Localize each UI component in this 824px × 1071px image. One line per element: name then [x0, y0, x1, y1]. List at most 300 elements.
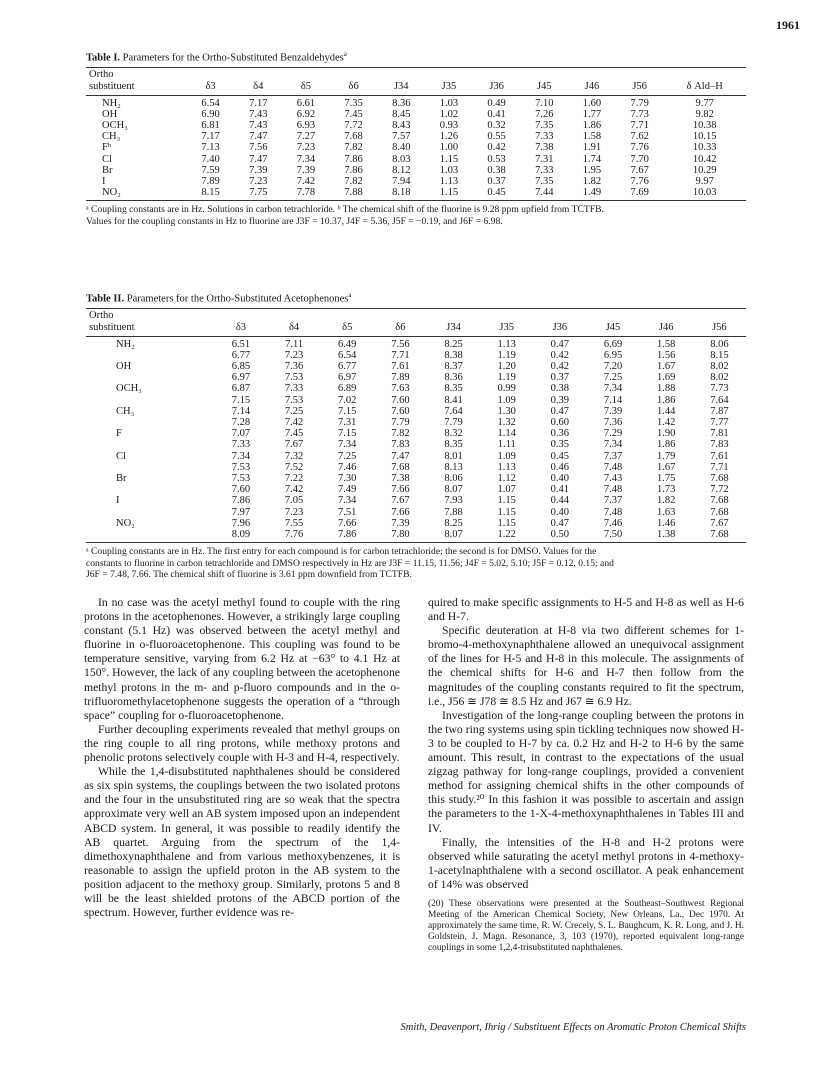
table-row [86, 154, 746, 165]
value-cell: 7.48 [603, 461, 623, 473]
value-cell: 7.33 [231, 439, 251, 451]
table-row [86, 131, 746, 142]
table-row [86, 350, 746, 361]
value-cell: 7.38 [391, 472, 410, 484]
value-cell: 0.42 [550, 349, 570, 361]
substituent-cell: Br [102, 164, 113, 176]
value-cell: 7.80 [374, 529, 427, 543]
value-cell: 8.09 [214, 529, 267, 543]
value-cell: 7.33 [535, 164, 554, 176]
value-cell: 7.52 [284, 461, 304, 473]
table-row [86, 462, 746, 473]
value-cell: 7.23 [249, 175, 268, 187]
value-cell: 1.15 [439, 153, 459, 165]
value-cell: 7.07 [231, 428, 251, 440]
value-cell: 7.15 [338, 428, 357, 440]
table-row [86, 361, 746, 372]
value-cell: 6.51 [231, 338, 251, 350]
value-cell: 0.50 [533, 529, 586, 543]
value-cell: 7.49 [338, 484, 357, 496]
column-header: δ Ald–H [663, 81, 746, 96]
value-cell: 7.32 [284, 450, 304, 462]
value-cell: 1.90 [656, 428, 676, 440]
value-cell: 7.62 [630, 131, 649, 143]
value-cell: 7.47 [249, 131, 268, 143]
value-cell: 1.73 [656, 484, 676, 496]
substituent-cell: Cl [116, 450, 126, 462]
value-cell: 7.68 [344, 131, 363, 143]
paragraph: Investigation of the long-range coupling between the protons in the two ring systems using spin tickling techniques now showed H-3 to be coupled to H-7 by ca. 0.2 Hz and H-2 to H-6 by the same amount. This result, in contrast to the expectations of the usual zigzag pathway for long-range couplings, provided a convenient method for assigning chemical shifts in the other compounds of this study.²⁰ In this fashion it was possible to ascertain and assign the parameters to the 1-X-4-methoxynaphthalenes in Tables III and IV. [428, 708, 744, 835]
value-cell: 1.13 [497, 338, 516, 350]
paragraph: quired to make specific assignments to H-5 and H-8 as well as H-6 and H-7. [428, 596, 744, 624]
value-cell: 6.92 [296, 108, 316, 120]
value-cell: 1.11 [497, 439, 516, 451]
value-cell: 1.09 [497, 394, 516, 406]
value-cell: 8.01 [444, 450, 463, 462]
value-cell: 9.82 [695, 108, 714, 120]
value-cell: 7.67 [391, 495, 410, 507]
table-row [86, 507, 746, 518]
value-cell: 1.49 [568, 187, 616, 201]
value-cell: 1.75 [656, 472, 676, 484]
substituent-cell: NH₂ [102, 97, 121, 109]
value-cell: 10.42 [692, 153, 717, 165]
value-cell: 7.11 [285, 338, 304, 350]
substituent-cell: I [116, 495, 120, 507]
table-2-footnote-line: J6F = 7.48, 7.66. The chemical shift of fluorine is 3.61 ppm downfield from TCTFB. [86, 569, 412, 581]
value-cell: 7.73 [710, 383, 729, 395]
value-cell: 7.42 [296, 175, 316, 187]
column-header: δ4 [234, 81, 282, 96]
value-cell: 7.13 [201, 142, 220, 154]
value-cell: 7.35 [535, 175, 554, 187]
value-cell: 10.38 [692, 119, 717, 131]
value-cell: 7.67 [630, 164, 649, 176]
value-cell: 7.68 [710, 495, 729, 507]
value-cell: 0.37 [487, 175, 506, 187]
value-cell: 7.79 [391, 416, 410, 428]
value-cell: 1.56 [656, 349, 676, 361]
value-cell: 1.15 [497, 506, 516, 518]
value-cell: 0.47 [550, 517, 570, 529]
value-cell: 7.39 [249, 164, 268, 176]
value-cell: 7.71 [391, 349, 410, 361]
column-header: δ3 [187, 81, 235, 96]
value-cell: 7.57 [392, 131, 411, 143]
value-cell: 7.46 [603, 517, 623, 529]
value-cell: 1.86 [582, 119, 602, 131]
value-cell: 7.56 [249, 142, 268, 154]
value-cell: 7.63 [391, 383, 410, 395]
value-cell: 0.38 [550, 383, 570, 395]
value-cell: 7.68 [710, 506, 729, 518]
value-cell: 7.35 [535, 119, 554, 131]
value-cell: 1.02 [439, 108, 459, 120]
value-cell: 7.46 [338, 461, 357, 473]
value-cell: 7.26 [535, 108, 554, 120]
table-row [86, 473, 746, 484]
value-cell: 6.54 [201, 97, 220, 109]
table-row [86, 142, 746, 153]
value-cell: 1.20 [497, 360, 516, 372]
value-cell: 1.19 [497, 349, 516, 361]
table-row [86, 406, 746, 417]
value-cell: 8.15 [710, 349, 729, 361]
value-cell: 1.15 [497, 517, 516, 529]
value-cell: 7.83 [710, 439, 729, 451]
value-cell: 6.77 [338, 360, 357, 372]
value-cell: 7.88 [444, 506, 463, 518]
table-row [86, 495, 746, 506]
paragraph: In no case was the acetyl methyl found to couple with the ring protons in the acetophenones. However, a strikingly large coupling constant (5.1 Hz) was observed between the acetyl methyl and fluorine in o-fluoroacetophenone. This coupling was found to be temperature sensitive, varying from 6.2 Hz at −63° to 4.1 Hz at 150°. However, the lack of any coupling between the acetophenone methyl protons in the m- and p-fluoro compounds and in the o-trifluoromethylacetophenone suggests the operation of a “through space” coupling for o-fluoroacetophenone. [84, 596, 400, 722]
value-cell: 8.45 [392, 108, 411, 120]
value-cell: 7.51 [338, 506, 357, 518]
value-cell: 7.27 [296, 131, 316, 143]
value-cell: 9.77 [695, 97, 714, 109]
paragraph: Finally, the intensities of the H-8 and H-2 protons were observed while saturating the acetyl methyl protons in 4-methoxy-1-acetylnaphthalene with a second oscillator. A peak enhancement of 14% was observed [428, 835, 744, 891]
value-cell: 7.70 [630, 153, 649, 165]
column-header: δ5 [282, 81, 330, 96]
table-2-footnote-line: constants to fluorine in carbon tetrachloride and DMSO respectively in Hz are J3F = 11.15, 11.56; J4F = 5.02, 5.10; J5F = 0.12, 0.15; and [86, 557, 614, 569]
value-cell: 7.68 [710, 472, 729, 484]
table-1-footnote-line: ᵃ Coupling constants are in Hz. Solutions in carbon tetrachloride. ᵇ The chemical shift of the fluorine is 9.28 ppm upfield from TCTFB. [86, 204, 604, 216]
substituent-cell: NO₂ [86, 187, 187, 201]
value-cell: 0.60 [550, 416, 570, 428]
value-cell: 1.15 [425, 187, 473, 201]
substituent-cell [86, 395, 214, 406]
value-cell: 7.22 [284, 472, 304, 484]
value-cell: 6.97 [338, 372, 357, 384]
substituent-cell [86, 439, 214, 450]
value-cell: 7.76 [630, 142, 649, 154]
value-cell: 7.10 [535, 97, 554, 109]
table-2 [86, 291, 746, 581]
value-cell: 7.86 [344, 164, 363, 176]
table-row [86, 451, 746, 462]
substituent-cell: CH₃ [102, 131, 121, 143]
value-cell: 8.35 [444, 383, 463, 395]
value-cell: 1.67 [656, 360, 676, 372]
value-cell: 7.25 [603, 372, 623, 384]
value-cell: 7.75 [234, 187, 282, 201]
value-cell: 7.56 [391, 338, 410, 350]
value-cell: 7.82 [344, 142, 363, 154]
value-cell: 1.88 [656, 383, 676, 395]
value-cell: 7.45 [284, 428, 304, 440]
value-cell: 7.47 [391, 450, 410, 462]
header-ortho: Ortho [86, 308, 214, 322]
value-cell: 6.93 [296, 119, 316, 131]
value-cell: 8.13 [444, 461, 463, 473]
table-row [86, 120, 746, 131]
value-cell: 1.14 [497, 428, 516, 440]
value-cell: 1.60 [582, 97, 602, 109]
value-cell: 7.37 [603, 495, 623, 507]
value-cell: 0.41 [487, 108, 506, 120]
value-cell: 7.64 [444, 405, 463, 417]
value-cell: 7.81 [710, 428, 729, 440]
table-row [86, 484, 746, 495]
table-2-caption [86, 291, 746, 305]
value-cell: 0.38 [487, 164, 506, 176]
value-cell: 7.72 [710, 484, 729, 496]
table-1 [86, 50, 746, 227]
page-number: 1961 [776, 18, 800, 32]
value-cell: 7.82 [344, 175, 363, 187]
value-cell: 7.55 [284, 517, 304, 529]
value-cell: 7.86 [231, 495, 251, 507]
column-header: δ6 [374, 322, 427, 337]
value-cell: 7.31 [535, 153, 554, 165]
value-cell: 7.76 [268, 529, 321, 543]
value-cell: 8.07 [427, 529, 480, 543]
value-cell: 7.53 [284, 372, 304, 384]
value-cell: 1.77 [582, 108, 602, 120]
value-cell: 7.53 [231, 472, 251, 484]
substituent-cell: Cl [102, 153, 112, 165]
value-cell: 0.36 [550, 428, 570, 440]
value-cell: 7.79 [630, 97, 649, 109]
value-cell: 1.32 [497, 416, 516, 428]
value-cell: 1.46 [656, 517, 676, 529]
column-header: J36 [473, 81, 521, 96]
value-cell: 7.87 [710, 405, 729, 417]
substituent-cell: NO₂ [116, 517, 135, 529]
table-row [86, 95, 746, 109]
column-header: δ5 [321, 322, 374, 337]
value-cell: 7.34 [338, 439, 357, 451]
value-cell: 8.43 [392, 119, 411, 131]
value-cell: 8.35 [444, 439, 463, 451]
value-cell: 0.32 [487, 119, 506, 131]
value-cell: 1.86 [656, 439, 676, 451]
value-cell: 7.34 [603, 383, 623, 395]
value-cell: 1.30 [497, 405, 516, 417]
value-cell: 1.58 [656, 338, 676, 350]
value-cell: 0.49 [487, 97, 506, 109]
value-cell: 8.07 [444, 484, 463, 496]
table-1-label: Table I. [86, 52, 121, 64]
table-row [86, 529, 746, 543]
column-header: J46 [568, 81, 616, 96]
value-cell: 7.17 [249, 97, 268, 109]
table-1-footnote [86, 204, 746, 227]
value-cell: 7.94 [392, 175, 411, 187]
value-cell: 1.19 [497, 372, 516, 384]
value-cell: 6.95 [603, 349, 623, 361]
column-header: J45 [586, 322, 639, 337]
table-2-footnote-line: ᵃ Coupling constants are in Hz. The first entry for each compound is for carbon tetrachloride; the second is for DMSO. Values for the [86, 546, 597, 558]
value-cell: 1.74 [582, 153, 602, 165]
column-header: J35 [480, 322, 533, 337]
value-cell: 7.67 [284, 439, 304, 451]
value-cell: 10.33 [692, 142, 717, 154]
value-cell: 0.40 [550, 472, 570, 484]
value-cell: 1.67 [656, 461, 676, 473]
value-cell: 1.86 [656, 394, 676, 406]
value-cell: 7.79 [444, 416, 463, 428]
table-1-footnote-line: Values for the coupling constants in Hz to fluorine are J3F = 10.37, J4F = 5.36, J5F = −0.19, and J6F = 6.98. [86, 215, 503, 227]
value-cell: 7.34 [231, 450, 251, 462]
value-cell: 7.76 [630, 175, 649, 187]
value-cell: 7.33 [535, 131, 554, 143]
value-cell: 7.60 [391, 405, 410, 417]
value-cell: 7.73 [630, 108, 649, 120]
table-row [86, 395, 746, 406]
value-cell: 0.45 [473, 187, 521, 201]
value-cell: 7.50 [586, 529, 639, 543]
column-header: δ6 [330, 81, 378, 96]
value-cell: 7.25 [284, 405, 304, 417]
table-2-label: Table II. [86, 293, 125, 305]
value-cell: 0.93 [439, 119, 459, 131]
column-header: δ3 [214, 322, 267, 337]
substituent-cell: NH₂ [116, 338, 135, 350]
table-1-caption [86, 50, 746, 64]
value-cell: 7.77 [710, 416, 729, 428]
value-cell: 7.64 [710, 394, 729, 406]
value-cell: 7.43 [249, 119, 268, 131]
value-cell: 7.47 [249, 153, 268, 165]
value-cell: 0.47 [550, 405, 570, 417]
page-footer: Smith, Deavenport, Ihrig / Substituent Effects on Aromatic Proton Chemical Shifts [400, 1022, 746, 1033]
value-cell: 8.32 [444, 428, 463, 440]
value-cell: 0.44 [550, 495, 570, 507]
value-cell: 7.39 [603, 405, 623, 417]
value-cell: 1.00 [439, 142, 459, 154]
value-cell: 7.43 [249, 108, 268, 120]
value-cell: 7.82 [391, 428, 410, 440]
value-cell: 8.36 [392, 97, 411, 109]
value-cell: 1.44 [656, 405, 676, 417]
value-cell: 7.31 [338, 416, 357, 428]
value-cell: 1.07 [497, 484, 516, 496]
table-1-grid [86, 67, 746, 202]
value-cell: 7.86 [321, 529, 374, 543]
substituent-cell: Fᵇ [102, 142, 112, 154]
value-cell: 6.89 [338, 383, 357, 395]
value-cell: 1.03 [439, 97, 459, 109]
paragraph: While the 1,4-disubstituted naphthalenes should be considered as six spin systems, the couplings between the two isolated protons and the four in the unsubstituted ring are so weak that the spectra approximate very well an AB system imposed upon an independent ABCD system. In general, it was possible to readily identify the AB quartet. Arguing from the spectrum of the 1,4-dimethoxynaphthalene and from various methoxybenzenes, it is reasonable to assign the upfield proton in the AB system to the position adjacent to the methoxy group. Similarly, protons 5 and 8 will be the least shielded protons of the ABCD portion of the spectrum. However, further evidence was re- [84, 765, 400, 920]
substituent-cell: OCH₃ [102, 119, 128, 131]
column-header: J45 [520, 81, 568, 96]
value-cell: 1.63 [656, 506, 676, 518]
value-cell: 7.69 [616, 187, 664, 201]
value-cell: 0.53 [487, 153, 506, 165]
column-header: J56 [693, 322, 746, 337]
value-cell: 1.42 [656, 416, 676, 428]
value-cell: 7.67 [710, 517, 729, 529]
value-cell: 7.40 [201, 153, 220, 165]
value-cell: 7.68 [693, 529, 746, 543]
value-cell: 6.61 [296, 97, 316, 109]
value-cell: 0.46 [550, 461, 570, 473]
value-cell: 1.95 [582, 164, 602, 176]
left-column [84, 596, 400, 920]
paragraph: Specific deuteration at H-8 via two different schemes for 1-bromo-4-methoxynaphthalene allowed an unequivocal assignment of the lines for H-5 and H-8 in this molecule. The assignments of the chemical shifts for H-6 and H-7 then follow from the magnitudes of the coupling constants required to fit the spectrum, i.e., J56 ≅ J78 ≅ 8.5 Hz and J67 ≅ 6.9 Hz. [428, 624, 744, 708]
value-cell: 7.15 [338, 405, 357, 417]
value-cell: 1.03 [439, 164, 459, 176]
value-cell: 7.68 [391, 461, 410, 473]
value-cell: 7.78 [282, 187, 330, 201]
table-row [86, 109, 746, 120]
value-cell: 7.14 [603, 394, 623, 406]
table-row [86, 372, 746, 383]
column-header: substituent [86, 322, 214, 337]
value-cell: 0.47 [550, 338, 570, 350]
value-cell: 7.93 [444, 495, 463, 507]
value-cell: 1.09 [497, 450, 516, 462]
table-row [86, 165, 746, 176]
value-cell: 7.29 [603, 428, 623, 440]
value-cell: 7.23 [284, 349, 304, 361]
substituent-cell: Br [116, 472, 127, 484]
value-cell: 7.72 [344, 119, 363, 131]
table-row [86, 518, 746, 529]
value-cell: 7.96 [231, 517, 251, 529]
value-cell: 6.69 [603, 338, 623, 350]
value-cell: 7.33 [284, 383, 304, 395]
value-cell: 7.17 [201, 131, 220, 143]
value-cell: 0.37 [550, 372, 570, 384]
table-row [86, 176, 746, 187]
value-cell: 8.40 [392, 142, 411, 154]
table-1-title: Parameters for the Ortho-Substituted Benzaldehydes [122, 52, 344, 64]
value-cell: 8.25 [444, 338, 463, 350]
table-row [86, 428, 746, 439]
value-cell: 0.39 [550, 394, 570, 406]
value-cell: 7.45 [344, 108, 363, 120]
value-cell: 7.20 [603, 360, 623, 372]
value-cell: 1.58 [582, 131, 602, 143]
value-cell: 7.53 [231, 461, 251, 473]
value-cell: 8.12 [392, 164, 411, 176]
right-column [428, 596, 744, 954]
value-cell: 7.42 [284, 484, 304, 496]
value-cell: 8.37 [444, 360, 463, 372]
value-cell: 10.03 [663, 187, 746, 201]
value-cell: 7.59 [201, 164, 220, 176]
reference-20: (20) These observations were presented at the Southeast–Southwest Regional Meeting of the American Chemical Society, New Orleans, La., Dec 1970. At approximately the same time, R. W. Crecely, S. L. Baughcum, K. R. Long, and J. H. Goldstein, J. Magn. Resonance, 3, 103 (1970), reported equivalent long-range couplings in some 1,2,4-trisubstituted naphthalenes. [428, 898, 744, 953]
value-cell: 0.55 [487, 131, 506, 143]
value-cell: 7.61 [391, 360, 410, 372]
value-cell: 7.39 [296, 164, 316, 176]
value-cell: 6.54 [338, 349, 357, 361]
column-header: J36 [533, 322, 586, 337]
table-2-title-sup: a [348, 291, 352, 299]
value-cell: 7.34 [296, 153, 316, 165]
substituent-cell: CH₃ [116, 405, 135, 417]
value-cell: 8.18 [377, 187, 425, 201]
value-cell: 0.41 [550, 484, 570, 496]
substituent-cell: OH [102, 108, 118, 120]
table-2-title: Parameters for the Ortho-Substituted Acetophenones [126, 293, 349, 305]
column-header: J34 [377, 81, 425, 96]
table-row [86, 439, 746, 450]
column-header: δ4 [268, 322, 321, 337]
table-row [86, 383, 746, 394]
value-cell: 1.13 [497, 461, 516, 473]
value-cell: 7.53 [284, 394, 304, 406]
column-header: J35 [425, 81, 473, 96]
value-cell: 7.66 [391, 484, 410, 496]
value-cell: 8.06 [710, 338, 729, 350]
value-cell: 8.02 [710, 372, 729, 384]
value-cell: 6.97 [231, 372, 251, 384]
value-cell: 6.77 [231, 349, 251, 361]
value-cell: 7.86 [344, 153, 363, 165]
value-cell: 7.34 [603, 439, 623, 451]
